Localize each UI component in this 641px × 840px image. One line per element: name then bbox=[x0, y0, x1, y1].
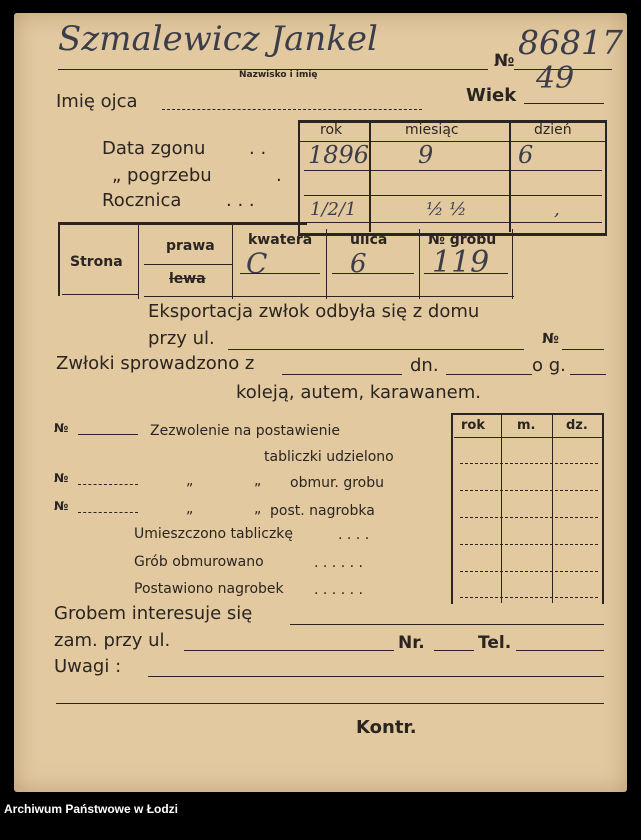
side-table-div3 bbox=[326, 229, 327, 299]
mini-table-div2 bbox=[552, 415, 553, 603]
remarks-line-1 bbox=[148, 676, 604, 677]
grave-no-underline bbox=[424, 273, 508, 274]
handwritten-anniversary-month: ½ ½ bbox=[426, 199, 467, 220]
permit-tomb-label: post. nagrobka bbox=[270, 503, 375, 519]
handwritten-anniversary-year: 1/2/1 bbox=[310, 199, 357, 220]
mini-row-line-3 bbox=[460, 517, 598, 518]
mini-row-line-1 bbox=[460, 463, 598, 464]
death-date-dots: . . bbox=[249, 138, 267, 159]
permit-wall-label: obmur. grobu bbox=[290, 475, 384, 491]
name-field-label: Nazwisko i imię bbox=[239, 70, 318, 80]
quarter-underline bbox=[240, 273, 320, 274]
date-table-div2 bbox=[509, 120, 511, 232]
permit-line2: tabliczki udzielono bbox=[264, 449, 394, 465]
mini-row-line-6 bbox=[460, 597, 598, 598]
side-table-mid bbox=[144, 264, 232, 265]
quote-mark-4: „ bbox=[254, 501, 262, 517]
side-table-div1 bbox=[138, 225, 139, 299]
mini-table-header-line bbox=[454, 437, 602, 438]
residing-line bbox=[184, 650, 394, 651]
transport-label: koleją, autem, karawanem. bbox=[236, 382, 481, 403]
right-label: prawa bbox=[166, 238, 215, 254]
permit-number-line-1 bbox=[78, 434, 138, 435]
tel-line bbox=[516, 650, 604, 651]
interested-line bbox=[290, 624, 604, 625]
street-underline bbox=[332, 273, 414, 274]
nr-label: Nr. bbox=[398, 633, 425, 653]
date-table-left bbox=[298, 120, 300, 236]
side-table-div2 bbox=[232, 225, 233, 299]
grave-walled-label: Grób obmurowano bbox=[134, 554, 264, 570]
anniversary-label: Rocznica bbox=[102, 190, 182, 211]
street-label: ulica bbox=[350, 232, 388, 248]
mini-month-header: m. bbox=[517, 418, 536, 433]
handwritten-street: 6 bbox=[350, 249, 367, 279]
mini-table-left bbox=[451, 414, 453, 604]
handwritten-day: 6 bbox=[518, 141, 534, 169]
day-line bbox=[446, 374, 532, 375]
hour-line bbox=[570, 374, 606, 375]
hour-abbr-label: o g. bbox=[532, 355, 566, 376]
date-table-right bbox=[605, 120, 607, 236]
mini-row-line-2 bbox=[460, 490, 598, 491]
death-date-label: Data zgonu bbox=[102, 138, 206, 159]
nr-line bbox=[434, 650, 474, 651]
father-name-line bbox=[162, 109, 422, 110]
handwritten-year: 1896 bbox=[308, 141, 370, 169]
age-underline bbox=[524, 103, 604, 104]
handwritten-grave-no: 119 bbox=[432, 245, 490, 280]
permit-line1: Zezwolenie na postawienie bbox=[150, 423, 340, 439]
export-street-line bbox=[228, 349, 524, 350]
date-table-div1 bbox=[369, 120, 371, 232]
permit-number-sign-1: № bbox=[54, 421, 69, 435]
mini-day-header: dz. bbox=[566, 418, 588, 433]
side-label: Strona bbox=[70, 254, 123, 270]
date-table-row2-line bbox=[304, 195, 602, 196]
interested-label: Grobem interesuje się bbox=[54, 603, 253, 624]
remarks-line-2 bbox=[56, 703, 604, 704]
index-card bbox=[14, 13, 627, 792]
date-table-row1-line bbox=[304, 170, 602, 171]
year-header: rok bbox=[320, 122, 343, 138]
permit-number-line-3 bbox=[78, 512, 138, 513]
month-header: miesiąc bbox=[405, 122, 459, 138]
tel-label: Tel. bbox=[478, 633, 512, 653]
quote-mark-3: „ bbox=[186, 501, 194, 517]
mini-table-top bbox=[451, 413, 604, 415]
mini-table-div1 bbox=[501, 415, 502, 603]
left-label: lewa bbox=[169, 271, 206, 287]
corpse-from-line bbox=[282, 374, 402, 375]
handwritten-month: 9 bbox=[418, 141, 434, 169]
mini-row-line-5 bbox=[460, 571, 598, 572]
placed-plaque-dots: . . . . bbox=[338, 527, 370, 543]
number-sign: № bbox=[494, 51, 515, 71]
placed-plaque-label: Umieszczono tabliczkę bbox=[134, 526, 294, 542]
export-number-line bbox=[562, 349, 604, 350]
tomb-placed-label: Postawiono nagrobek bbox=[134, 581, 284, 597]
permit-number-sign-2: № bbox=[54, 471, 69, 485]
quote-mark-2: „ bbox=[254, 473, 262, 489]
side-table-top bbox=[58, 222, 307, 225]
anniversary-dots: . . . bbox=[226, 190, 255, 211]
side-table-bottom-left bbox=[62, 294, 138, 295]
handwritten-name: Szmalewicz Jankel bbox=[58, 19, 378, 59]
residing-label: zam. przy ul. bbox=[54, 630, 171, 651]
control-label: Kontr. bbox=[356, 717, 417, 738]
quote-mark-1: „ bbox=[186, 473, 194, 489]
permit-number-sign-3: № bbox=[54, 499, 69, 513]
day-header: dzień bbox=[534, 122, 572, 138]
burial-dot: . bbox=[276, 165, 282, 186]
grave-walled-dots: . . . . . . bbox=[314, 555, 363, 571]
quarter-label: kwatera bbox=[248, 232, 313, 248]
export-number-sign: № bbox=[542, 331, 559, 347]
tomb-placed-dots: . . . . . . bbox=[314, 582, 363, 598]
export-line1: Eksportacja zwłok odbyła się z domu bbox=[148, 301, 480, 322]
father-name-label: Imię ojca bbox=[56, 91, 138, 112]
side-table-div5 bbox=[512, 229, 513, 299]
mini-table-right bbox=[602, 414, 604, 604]
handwritten-anniversary-day: , bbox=[554, 199, 560, 220]
grave-no-label: № grobu bbox=[428, 232, 497, 248]
handwritten-card-number: 86817 bbox=[518, 23, 623, 62]
side-table-bottom-mid bbox=[144, 296, 514, 297]
date-table-row3-line bbox=[304, 222, 602, 223]
side-table-div-left bbox=[58, 222, 60, 296]
permit-number-line-2 bbox=[78, 484, 138, 485]
mini-row-line-4 bbox=[460, 544, 598, 545]
handwritten-age: 49 bbox=[536, 61, 575, 96]
mini-year-header: rok bbox=[461, 418, 485, 433]
age-label: Wiek bbox=[466, 85, 517, 106]
burial-label: „ pogrzebu bbox=[112, 165, 212, 186]
day-abbr-label: dn. bbox=[410, 355, 439, 376]
archive-footer: Archiwum Państwowe w Łodzi bbox=[4, 802, 179, 816]
corpse-brought-label: Zwłoki sprowadzono z bbox=[56, 353, 255, 374]
export-street-label: przy ul. bbox=[148, 328, 215, 349]
remarks-label: Uwagi : bbox=[54, 656, 122, 677]
side-table-div4 bbox=[419, 229, 420, 299]
handwritten-quarter: C bbox=[246, 247, 268, 280]
